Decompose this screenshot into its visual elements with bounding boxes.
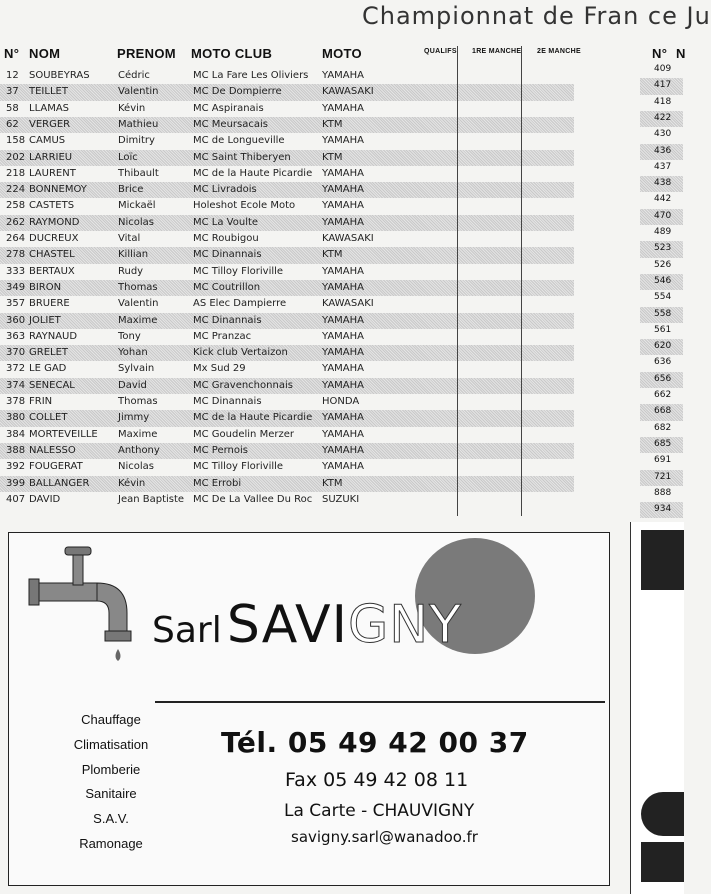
cell-nom: BIRON	[29, 281, 62, 293]
cell-no: 333	[6, 265, 26, 277]
cell-no: 380	[6, 412, 26, 424]
cell-moto: YAMAHA	[322, 102, 365, 114]
cell-no: 258	[6, 200, 26, 212]
cell-moto: YAMAHA	[322, 379, 365, 391]
cell-club: AS Elec Dampierre	[193, 298, 287, 310]
cell-club: MC Livradois	[193, 184, 257, 196]
table-row	[0, 410, 574, 426]
fax-number: Fax 05 49 42 08 11	[285, 769, 469, 791]
cell-no: 470	[654, 210, 672, 221]
table-row	[0, 68, 574, 84]
right-row	[640, 192, 683, 208]
cell-club: MC Pranzac	[193, 330, 252, 342]
table-row	[0, 117, 574, 133]
cell-prenom: Nicolas	[118, 461, 154, 473]
right-row	[640, 470, 683, 486]
cell-prenom: Mickaël	[118, 200, 156, 212]
table-row	[0, 182, 574, 198]
table-row	[0, 345, 574, 361]
arrow-logo-icon	[641, 842, 684, 882]
divider-manche1	[521, 46, 522, 516]
cell-moto: KTM	[322, 249, 343, 261]
cell-nom: CHASTEL	[29, 249, 75, 261]
table-row	[0, 150, 574, 166]
right-row	[640, 209, 683, 225]
cell-no: 370	[6, 347, 26, 359]
cell-no: 262	[6, 216, 26, 228]
cell-prenom: David	[118, 379, 147, 391]
cell-no: 363	[6, 330, 26, 342]
cell-no: 407	[6, 493, 26, 505]
cell-no: 636	[654, 357, 672, 368]
cell-nom: LE GAD	[29, 363, 67, 375]
service-item: Plomberie	[81, 761, 141, 777]
cell-prenom: Tony	[118, 330, 141, 342]
cell-club: MC de la Haute Picardie	[193, 412, 313, 424]
cell-no: 158	[6, 135, 26, 147]
cell-prenom: Jean Baptiste	[118, 493, 185, 505]
cell-nom: FRIN	[29, 396, 53, 407]
header-prenom: PRENOM	[117, 46, 176, 61]
cell-moto: YAMAHA	[322, 184, 365, 196]
right-row	[640, 421, 683, 437]
right-row	[640, 502, 683, 518]
cell-no: 430	[654, 129, 672, 140]
divider-qualifs	[457, 46, 458, 516]
right-row	[640, 372, 683, 388]
header-nom: NOM	[29, 46, 61, 61]
table-row	[0, 247, 574, 263]
cell-moto: YAMAHA	[322, 216, 365, 228]
right-row	[640, 355, 683, 371]
cell-nom: BERTAUX	[29, 265, 75, 277]
brand-underline	[155, 701, 605, 703]
cell-no: 442	[654, 194, 672, 205]
cell-club: MC Pernois	[193, 444, 248, 456]
right-row	[640, 323, 683, 339]
table-row	[0, 280, 574, 296]
cell-prenom: Thomas	[118, 281, 158, 293]
cell-prenom: Nicolas	[118, 216, 154, 228]
right-row	[640, 290, 683, 306]
cell-moto: YAMAHA	[322, 200, 365, 212]
cell-prenom: Mathieu	[118, 118, 159, 130]
cell-prenom: Maxime	[118, 428, 158, 440]
cell-prenom: Brice	[118, 184, 144, 196]
header-manche2: 2E MANCHE	[537, 48, 581, 55]
cell-no: 888	[654, 487, 672, 498]
table-row	[0, 492, 574, 508]
cell-no: 558	[654, 308, 672, 319]
cell-club: MC De Dompierre	[193, 86, 282, 98]
cell-club: MC Aspiranais	[193, 102, 264, 114]
right-row	[640, 388, 683, 404]
right-row	[640, 144, 683, 160]
header-right-nom: N	[676, 46, 686, 61]
cell-moto: YAMAHA	[322, 70, 365, 81]
cell-no: 218	[6, 167, 26, 179]
cell-moto: YAMAHA	[322, 412, 365, 424]
right-row	[640, 274, 683, 290]
service-item: Sanitaire	[85, 786, 137, 802]
right-row	[640, 404, 683, 420]
faucet-icon	[27, 541, 157, 671]
cell-no: 202	[6, 151, 26, 163]
cell-nom: MORTEVEILLE	[29, 428, 98, 440]
cell-moto: YAMAHA	[322, 167, 365, 179]
brand-name: Sarl SAVIGNY	[152, 595, 462, 655]
cell-no: 620	[654, 341, 672, 352]
header-moto: MOTO	[322, 46, 362, 61]
cell-moto: YAMAHA	[322, 461, 365, 473]
cell-club: MC La Voulte	[193, 216, 259, 228]
header-qualifs: QUALIFS	[424, 48, 457, 55]
cell-club: MC De La Vallee Du Roc	[193, 493, 313, 505]
cell-no: 264	[6, 233, 26, 244]
cell-no: 388	[6, 444, 26, 456]
cell-nom: FOUGERAT	[29, 461, 83, 473]
table-row	[0, 296, 574, 312]
cell-no: 372	[6, 363, 26, 375]
cell-no: 360	[6, 314, 26, 326]
cell-no: 561	[654, 324, 672, 335]
header-no: N°	[4, 46, 20, 61]
cell-no: 374	[6, 379, 26, 391]
cell-moto: KTM	[322, 151, 343, 163]
header-right-no: N°	[652, 46, 668, 61]
round-logo-icon	[641, 792, 684, 836]
services-list	[61, 708, 161, 857]
cell-club: MC Tilloy Floriville	[193, 461, 284, 473]
cell-prenom: Maxime	[118, 314, 158, 326]
cell-no: 668	[654, 406, 672, 417]
cell-prenom: Anthony	[118, 444, 160, 456]
cell-moto: YAMAHA	[322, 363, 365, 375]
cell-club: MC Coutrillon	[193, 281, 261, 293]
savigny-ad	[8, 532, 610, 886]
service-item: Climatisation	[73, 736, 149, 752]
cell-no: 489	[654, 227, 672, 237]
cell-no: 691	[654, 455, 672, 466]
cell-moto: SUZUKI	[322, 493, 360, 505]
table-row	[0, 231, 574, 247]
table-row	[0, 361, 574, 377]
cell-nom: TEILLET	[29, 86, 68, 98]
right-row	[640, 437, 683, 453]
right-row	[640, 307, 683, 323]
cell-prenom: Yohan	[118, 347, 148, 359]
cell-club: Holeshot Ecole Moto	[193, 200, 296, 212]
cell-prenom: Valentin	[118, 86, 159, 98]
right-row	[640, 95, 683, 111]
cell-nom: BONNEMOY	[29, 184, 87, 196]
cell-moto: HONDA	[322, 396, 360, 407]
cell-moto: YAMAHA	[322, 444, 365, 456]
cell-club: MC La Fare Les Oliviers	[193, 70, 309, 81]
right-row	[640, 453, 683, 469]
service-item: Chauffage	[81, 712, 141, 727]
cell-no: 278	[6, 249, 26, 261]
cell-club: Mx Sud 29	[193, 363, 246, 375]
right-row	[640, 160, 683, 176]
table-row	[0, 427, 574, 443]
cell-moto: KAWASAKI	[322, 298, 374, 310]
cell-no: 384	[6, 428, 26, 440]
cell-nom: LAURENT	[29, 167, 76, 179]
cell-no: 12	[6, 70, 19, 81]
page-title: Championnat de Fran ce Ju	[362, 2, 711, 30]
cell-no: 37	[6, 86, 19, 98]
table-row	[0, 166, 574, 182]
right-row	[640, 127, 683, 143]
service-item: S.A.V.	[93, 811, 129, 827]
cell-club: MC de la Haute Picardie	[193, 167, 313, 179]
cell-prenom: Thibault	[118, 167, 159, 179]
cell-club: MC Goudelin Merzer	[193, 428, 294, 440]
right-row	[640, 486, 683, 502]
table-row	[0, 215, 574, 231]
table-row	[0, 264, 574, 280]
cell-prenom: Rudy	[118, 265, 144, 277]
cell-prenom: Valentin	[118, 298, 159, 310]
cell-nom: DAVID	[29, 493, 61, 505]
cell-club: Kick club Vertaizon	[193, 347, 288, 359]
cell-no: 58	[6, 102, 19, 114]
cell-no: 685	[654, 438, 672, 449]
cell-nom: RAYMOND	[29, 216, 80, 228]
cell-club: MC Gravenchonnais	[193, 379, 293, 391]
cell-prenom: Vital	[118, 233, 141, 244]
cell-club: MC Dinannais	[193, 249, 262, 261]
right-row	[640, 241, 683, 257]
cell-no: 357	[6, 298, 26, 310]
cell-no: 554	[654, 292, 672, 303]
cell-club: MC Errobi	[193, 477, 242, 489]
cell-nom: GRELET	[29, 347, 69, 359]
cell-no: 349	[6, 281, 26, 293]
cell-moto: YAMAHA	[322, 135, 365, 147]
cell-prenom: Loïc	[118, 151, 138, 163]
cell-nom: CASTETS	[29, 200, 75, 212]
cell-prenom: Dimitry	[118, 135, 155, 147]
table-row	[0, 313, 574, 329]
cell-nom: DUCREUX	[29, 233, 79, 244]
table-row	[0, 133, 574, 149]
right-row	[640, 339, 683, 355]
email: savigny.sarl@wanadoo.fr	[291, 828, 478, 846]
cell-moto: KTM	[322, 477, 343, 489]
right-row	[640, 225, 683, 241]
cell-no: 546	[654, 275, 672, 286]
cell-nom: SENECAL	[29, 379, 75, 391]
cell-no: 721	[654, 471, 672, 482]
right-row	[640, 111, 683, 127]
cell-no: 409	[654, 64, 672, 74]
table-row	[0, 443, 574, 459]
cell-club: MC Dinannais	[193, 314, 262, 326]
dark-logo-block	[641, 530, 684, 590]
cell-no: 523	[654, 243, 672, 254]
cell-nom: COLLET	[29, 412, 68, 424]
cell-moto: YAMAHA	[322, 428, 365, 440]
cell-no: 682	[654, 422, 672, 433]
cell-no: 399	[6, 477, 26, 489]
table-row	[0, 198, 574, 214]
cell-nom: NALESSO	[29, 444, 76, 456]
next-page-edge	[630, 522, 684, 894]
cell-no: 62	[6, 118, 19, 130]
cell-prenom: Kévin	[118, 102, 146, 114]
right-row	[640, 78, 683, 94]
header-club: MOTO CLUB	[191, 46, 273, 61]
cell-nom: RAYNAUD	[29, 330, 78, 342]
cell-club: MC de Longueville	[193, 135, 285, 147]
address: La Carte - CHAUVIGNY	[284, 801, 475, 821]
cell-nom: LLAMAS	[29, 102, 70, 114]
phone-number: Tél. 05 49 42 00 37	[221, 726, 529, 759]
cell-nom: LARRIEU	[29, 151, 73, 163]
cell-nom: BALLANGER	[29, 477, 90, 489]
cell-prenom: Jimmy	[118, 412, 150, 424]
cell-club: MC Roubigou	[193, 233, 259, 244]
cell-no: 662	[654, 390, 672, 400]
service-item: Ramonage	[79, 835, 143, 851]
table-row	[0, 329, 574, 345]
table-row	[0, 101, 574, 117]
cell-prenom: Sylvain	[118, 363, 155, 375]
cell-prenom: Kévin	[118, 477, 146, 489]
table-row	[0, 84, 574, 100]
cell-no: 656	[654, 373, 672, 384]
right-row	[640, 258, 683, 274]
cell-club: MC Tilloy Floriville	[193, 265, 284, 277]
cell-nom: VERGER	[29, 118, 71, 130]
table-row	[0, 378, 574, 394]
right-row	[640, 62, 683, 78]
table-row	[0, 459, 574, 475]
cell-moto: KAWASAKI	[322, 233, 374, 244]
cell-club: MC Meursacais	[193, 118, 268, 130]
cell-moto: KAWASAKI	[322, 86, 374, 98]
cell-nom: CAMUS	[29, 135, 66, 147]
cell-no: 437	[654, 161, 672, 172]
cell-no: 422	[654, 112, 672, 123]
cell-moto: YAMAHA	[322, 314, 365, 326]
cell-no: 417	[654, 80, 672, 91]
cell-nom: JOLIET	[29, 314, 61, 326]
cell-no: 392	[6, 461, 26, 473]
cell-moto: KTM	[322, 118, 343, 130]
cell-moto: YAMAHA	[322, 265, 365, 277]
right-row	[640, 176, 683, 192]
cell-prenom: Thomas	[118, 396, 158, 407]
cell-no: 438	[654, 178, 672, 189]
cell-nom: BRUERE	[29, 298, 70, 310]
cell-no: 436	[654, 145, 672, 156]
cell-moto: YAMAHA	[322, 281, 365, 293]
cell-no: 378	[6, 396, 26, 407]
cell-prenom: Killian	[118, 249, 149, 261]
cell-moto: YAMAHA	[322, 347, 365, 359]
table-row	[0, 476, 574, 492]
cell-no: 526	[654, 259, 672, 270]
cell-club: MC Saint Thiberyen	[193, 151, 291, 163]
cell-no: 418	[654, 96, 672, 107]
cell-prenom: Cédric	[118, 70, 150, 81]
cell-nom: SOUBEYRAS	[29, 70, 90, 81]
table-row	[0, 394, 574, 410]
cell-no: 224	[6, 184, 26, 196]
header-manche1: 1RE MANCHE	[472, 48, 522, 55]
cell-moto: YAMAHA	[322, 330, 365, 342]
cell-no: 934	[654, 504, 672, 515]
cell-club: MC Dinannais	[193, 396, 262, 407]
